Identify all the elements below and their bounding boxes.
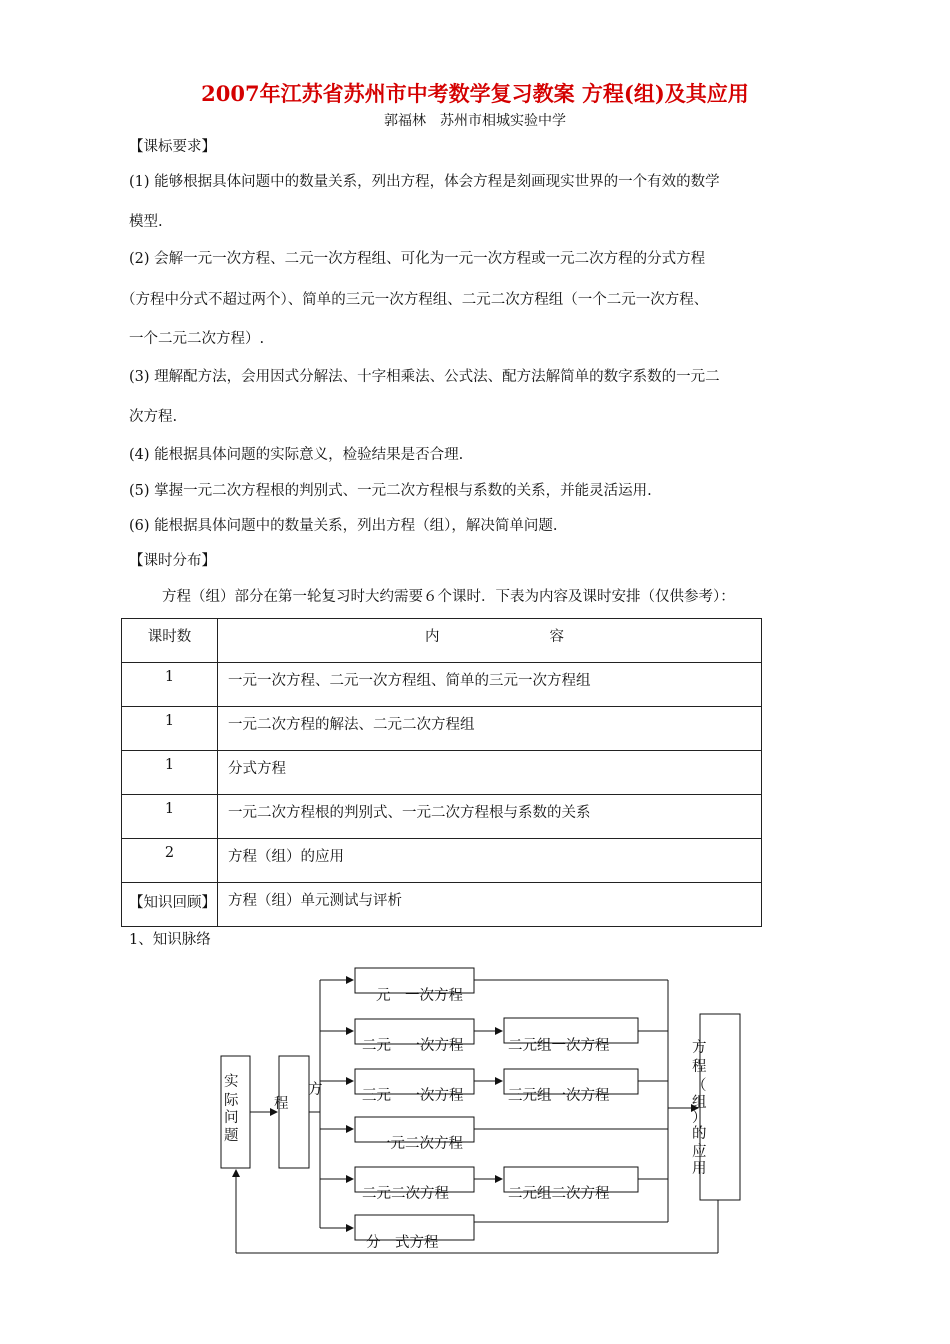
row-content: 方程（组）单元测试与评析	[218, 883, 762, 927]
section-heading-schedule: 【课时分布】	[129, 553, 216, 569]
req-3-line-1: (3) 理解配方法，会用因式分解法、十字相乘法、公式法、配方法解简单的数字系数的一元二	[129, 369, 720, 385]
req-2-line-1: (2) 会解一元一次方程、二元一次方程组、可化为一元一次方程或一元二次方程的分式方程	[129, 251, 706, 267]
diag-c1-label-6: 分 式方程	[366, 1235, 439, 1251]
knowledge-outline-label: 1、知识脉络	[129, 932, 211, 948]
section-heading-requirements: 【课标要求】	[129, 139, 216, 155]
req-4-line-1: (4) 能根据具体问题的实际意义，检验结果是否合理.	[129, 447, 464, 463]
req-1-line-2: 模型.	[129, 214, 163, 230]
diag-c1-label-2: 二元 一次方程	[362, 1038, 464, 1054]
header-hours: 课时数	[122, 619, 218, 663]
diag-right-char-3: （	[692, 1078, 707, 1094]
diag-left-char-1: 实	[224, 1074, 239, 1090]
row-hours: 1	[122, 663, 218, 707]
diag-mid-char-b: 方	[308, 1082, 323, 1098]
row-content: 分式方程	[218, 751, 762, 795]
diag-c1-label-5: 二元二次方程	[362, 1186, 449, 1202]
page-title: 2007年江苏省苏州市中考数学复习教案 方程(组)及其应用	[201, 81, 749, 106]
row-content: 方程（组）的应用	[218, 839, 762, 883]
section-heading-review: 【知识回顾】	[129, 895, 216, 911]
row-hours: 1	[122, 707, 218, 751]
req-2-line-2: （方程中分式不超过两个）、简单的三元一次方程组、二元二次方程组（一个二元一次方程、	[121, 292, 709, 308]
row-hours: 2	[122, 839, 218, 883]
diag-right-char-5: ）	[692, 1110, 707, 1126]
diag-c1-label-3: 三元 一次方程	[362, 1088, 464, 1104]
diag-c1-label-4: 一元二次方程	[376, 1136, 463, 1152]
box-equation	[279, 1056, 309, 1168]
diag-right-char-4: 组	[692, 1095, 707, 1111]
diag-right-char-8: 用	[692, 1161, 707, 1177]
req-6-line-1: (6) 能根据具体问题中的数量关系，列出方程（组），解决简单问题.	[129, 518, 558, 534]
diag-right-char-2: 程	[692, 1059, 707, 1075]
diag-c2-label-3: 二元组二次方程	[508, 1186, 610, 1202]
diag-c2-label-1: 二元组一次方程	[508, 1038, 610, 1054]
header-content-a: 内	[425, 629, 440, 645]
row-content: 一元二次方程根的判别式、一元二次方程根与系数的关系	[218, 795, 762, 839]
req-2-line-3: 一个二元二次方程）.	[129, 331, 265, 347]
row-content: 一元一次方程、二元一次方程组、简单的三元一次方程组	[218, 663, 762, 707]
diag-c1-label-1: 元 一次方程	[376, 988, 463, 1004]
req-3-line-2: 次方程.	[129, 409, 178, 425]
row-content: 一元二次方程的解法、二元二次方程组	[218, 707, 762, 751]
diag-right-char-1: 方	[692, 1040, 707, 1056]
header-content-b: 容	[549, 629, 564, 645]
row-hours: 1	[122, 795, 218, 839]
req-1-line-1: (1) 能够根据具体问题中的数量关系，列出方程，体会方程是刻画现实世界的一个有效的数学	[129, 174, 720, 190]
diag-right-char-6: 的	[692, 1126, 707, 1142]
diag-right-char-7: 应	[692, 1144, 707, 1160]
author-line: 郭福林 苏州市相城实验中学	[384, 113, 566, 129]
req-5-line-1: (5) 掌握一元二次方程根的判别式、一元二次方程根与系数的关系，并能灵活运用.	[129, 483, 652, 499]
diag-left-char-3: 问	[224, 1110, 239, 1126]
diag-c2-label-2: 三元组一次方程	[508, 1088, 610, 1104]
diag-left-char-4: 题	[224, 1128, 239, 1144]
diag-mid-char-a: 程	[274, 1096, 289, 1112]
schedule-intro: 方程（组）部分在第一轮复习时大约需要６个课时．下表为内容及课时安排（仅供参考）：	[162, 589, 735, 605]
row-hours: 1	[122, 751, 218, 795]
diag-left-char-2: 际	[224, 1093, 239, 1109]
